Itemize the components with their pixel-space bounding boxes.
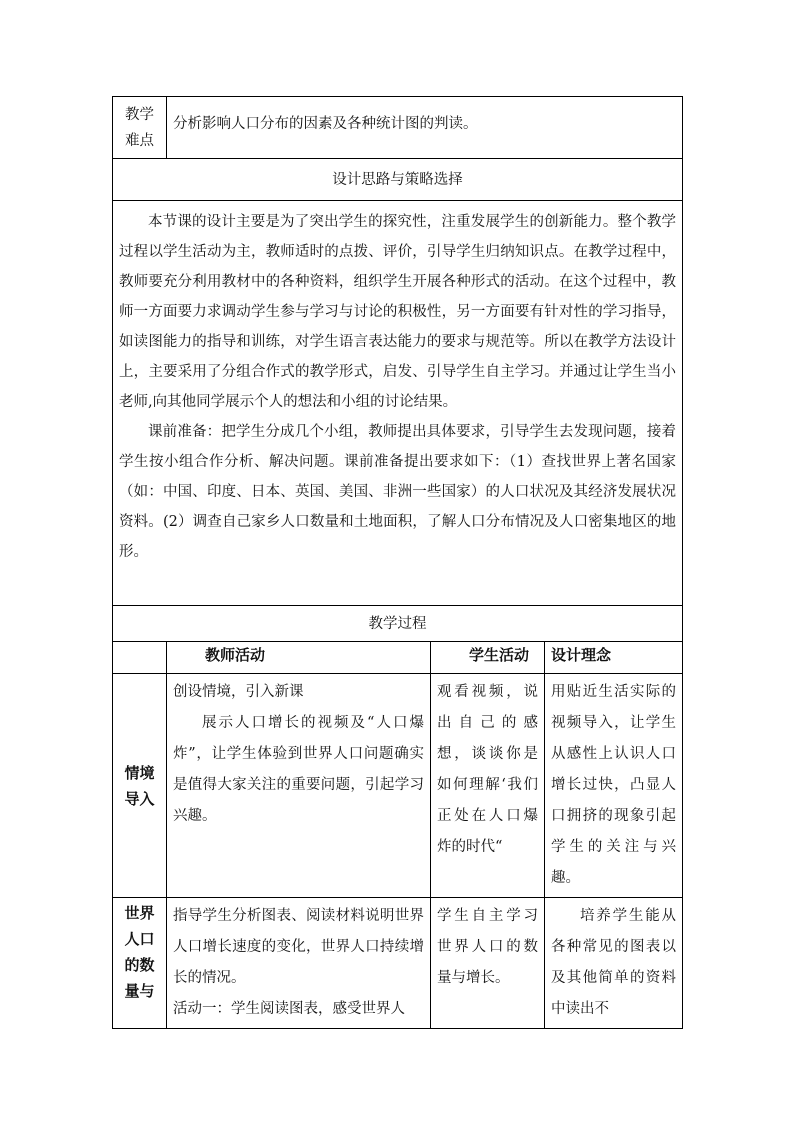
design-title-row <box>113 159 683 201</box>
design-paragraph-2: 课前准备：把学生分成几个小组，教师提出具体要求，引导学生去发现问题，接着学生按小组合作分析、解决问题。课前准备提出要求如下：（1）查找世界上著名国家（如：中国、印度、日本、英国、美国、非洲一些国家）的人口状况及其经济发展状况资料。(2）调查自己家乡人口数量和土地面积，了解人口分布情况及人口密集地区的地形。 <box>119 424 677 560</box>
student-population-text: 学生自主学习世界人口的数量与增长。 <box>437 908 538 986</box>
concept-population-cell <box>545 898 683 1029</box>
teacher-intro-cell <box>167 674 431 898</box>
student-intro-cell <box>431 674 545 898</box>
stage-population-line1: 世界 <box>124 904 155 922</box>
lesson-plan-table <box>112 96 683 1029</box>
stage-intro-cell <box>113 674 167 898</box>
stage-population-line4: 量与 <box>124 982 155 1000</box>
teacher-population-cell <box>167 898 431 1029</box>
difficulty-label-cell <box>113 97 167 159</box>
stage-population-cell <box>113 898 167 1029</box>
stage-population-line3: 的数 <box>124 956 155 974</box>
difficulty-content: 分析影响人口分布的因素及各种统计图的判读。 <box>173 116 478 132</box>
process-title-row <box>113 606 683 642</box>
process-row-intro <box>113 674 683 898</box>
design-title: 设计思路与策略选择 <box>113 159 683 201</box>
concept-intro-text: 用贴近生活实际的视频导入，让学生从感性上认识人口增长过快，凸显人口拥挤的现象引起学生的关注与兴趣。 <box>551 684 677 886</box>
stage-intro-line1: 情境 <box>124 763 155 782</box>
teacher-intro-text: 展示人口增长的视频及“人口爆炸”，让学生体验到世界人口问题确实是值得大家关注的重要问题，引起学习兴趣。 <box>173 715 424 824</box>
design-body-row <box>113 201 683 606</box>
student-intro-text: 观看视频，说出自己的感想，谈谈你是如何理解‘我们正处在人口爆炸的时代“ <box>437 684 538 855</box>
process-header-empty <box>113 642 167 674</box>
stage-intro-line2: 导入 <box>124 789 155 808</box>
difficulty-label-line2: 难点 <box>125 132 154 149</box>
difficulty-row <box>113 97 683 159</box>
difficulty-content-cell <box>167 97 683 159</box>
difficulty-label-line1: 教学 <box>125 106 154 123</box>
teacher-population-text1: 指导学生分析图表、阅读材料说明世界人口增长速度的变化，世界人口持续增长的情况。 <box>173 908 424 986</box>
header-concept: 设计理念 <box>545 642 683 674</box>
header-student: 学生活动 <box>431 642 545 674</box>
process-title: 教学过程 <box>113 606 683 642</box>
concept-population-text: 培养学生能从各种常见的图表以及其他简单的资料中读出不 <box>551 908 677 1017</box>
design-paragraph-1: 本节课的设计主要是为了突出学生的探究性，注重发展学生的创新能力。整个教学过程以学生活动为主，教师适时的点拨、评价，引导学生归纳知识点。在教学过程中，教师要充分利用教材中的各种资料，组织学生开展各种形式的活动。在这个过程中，教师一方面要力求调动学生参与学习与讨论的积极性，另一方面要有针对性的学习指导，如读图能力的指导和训练，对学生语言表达能力的要求与规范等。所以在教学方法设计上，主要采用了分组合作式的教学形式，启发、引导学生自主学习。并通过让学生当小老师,向其他同学展示个人的想法和小组的讨论结果。 <box>119 214 677 410</box>
header-teacher: 教师活动 <box>167 642 431 674</box>
process-header-row <box>113 642 683 674</box>
concept-intro-cell <box>545 674 683 898</box>
student-population-cell <box>431 898 545 1029</box>
teacher-population-text2: 活动一：学生阅读图表，感受世界人 <box>173 1001 405 1017</box>
design-body-cell <box>113 201 683 606</box>
teacher-intro-title: 创设情境，引入新课 <box>173 684 304 700</box>
stage-population-line2: 人口 <box>124 930 155 948</box>
process-row-population <box>113 898 683 1029</box>
